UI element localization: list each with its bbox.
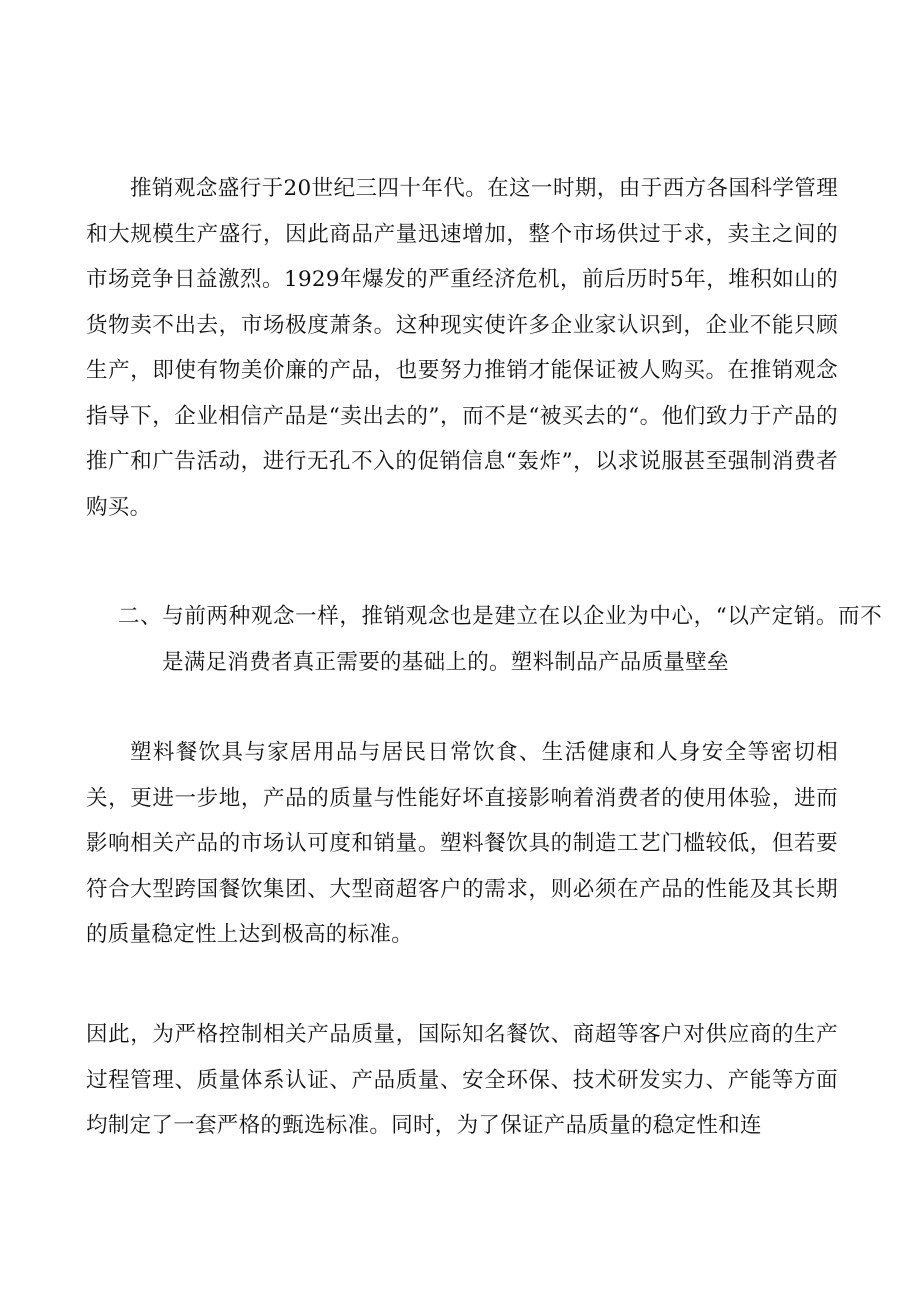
paragraph-supplier-standards: 因此，为严格控制相关产品质量，国际知名餐饮、商超等客户对供应商的生产过程管理、质量体系认证、产品质量、安全环保、技术研发实力、产能等方面均制定了一套严格的甄选标准。同时，为了保证产品质量的稳定性和连 bbox=[86, 1022, 838, 1138]
paragraph-plastic-tableware: 塑料餐饮具与家居用品与居民日常饮食、生活健康和人身安全等密切相关，更进一步地，产品的质量与性能好坏直接影响着消费者的使用体验，进而影响相关产品的市场认可度和销量。塑料餐饮具的制造工艺门槛较低，但若要符合大型跨国餐饮集团、大型商超客户的需求，则必须在产品的性能及其长期的质量稳定性上达到极高的标准。 bbox=[86, 740, 838, 947]
paragraph-marketing-concept: 推销观念盛行于20世纪三四十年代。在这一时期，由于西方各国科学管理和大规模生产盛行，因此商品产量迅速增加，整个市场供过于求，卖主之间的市场竞争日益激烈。1929年爆发的严重经济危机，前后历时5年，堆积如山的货物卖不出去，市场极度萧条。这种现实使许多企业家认识到，企业不能只顾生产，即使有物美价廉的产品，也要努力推销才能保证被人购买。在推销观念指导下，企业相信产品是“卖出去的”，而不是“被买去的“。他们致力于产品的推广和广告活动，进行无孔不入的促销信息“轰炸”，以求说服甚至强制消费者购买。 bbox=[86, 176, 838, 520]
section-heading-quality-barrier: 二、与前两种观念一样，推销观念也是建立在以企业为中心，“以产定销。而不是满足消费者真正需要的基础上的。塑料制品产品质量壁垒 bbox=[118, 604, 882, 675]
